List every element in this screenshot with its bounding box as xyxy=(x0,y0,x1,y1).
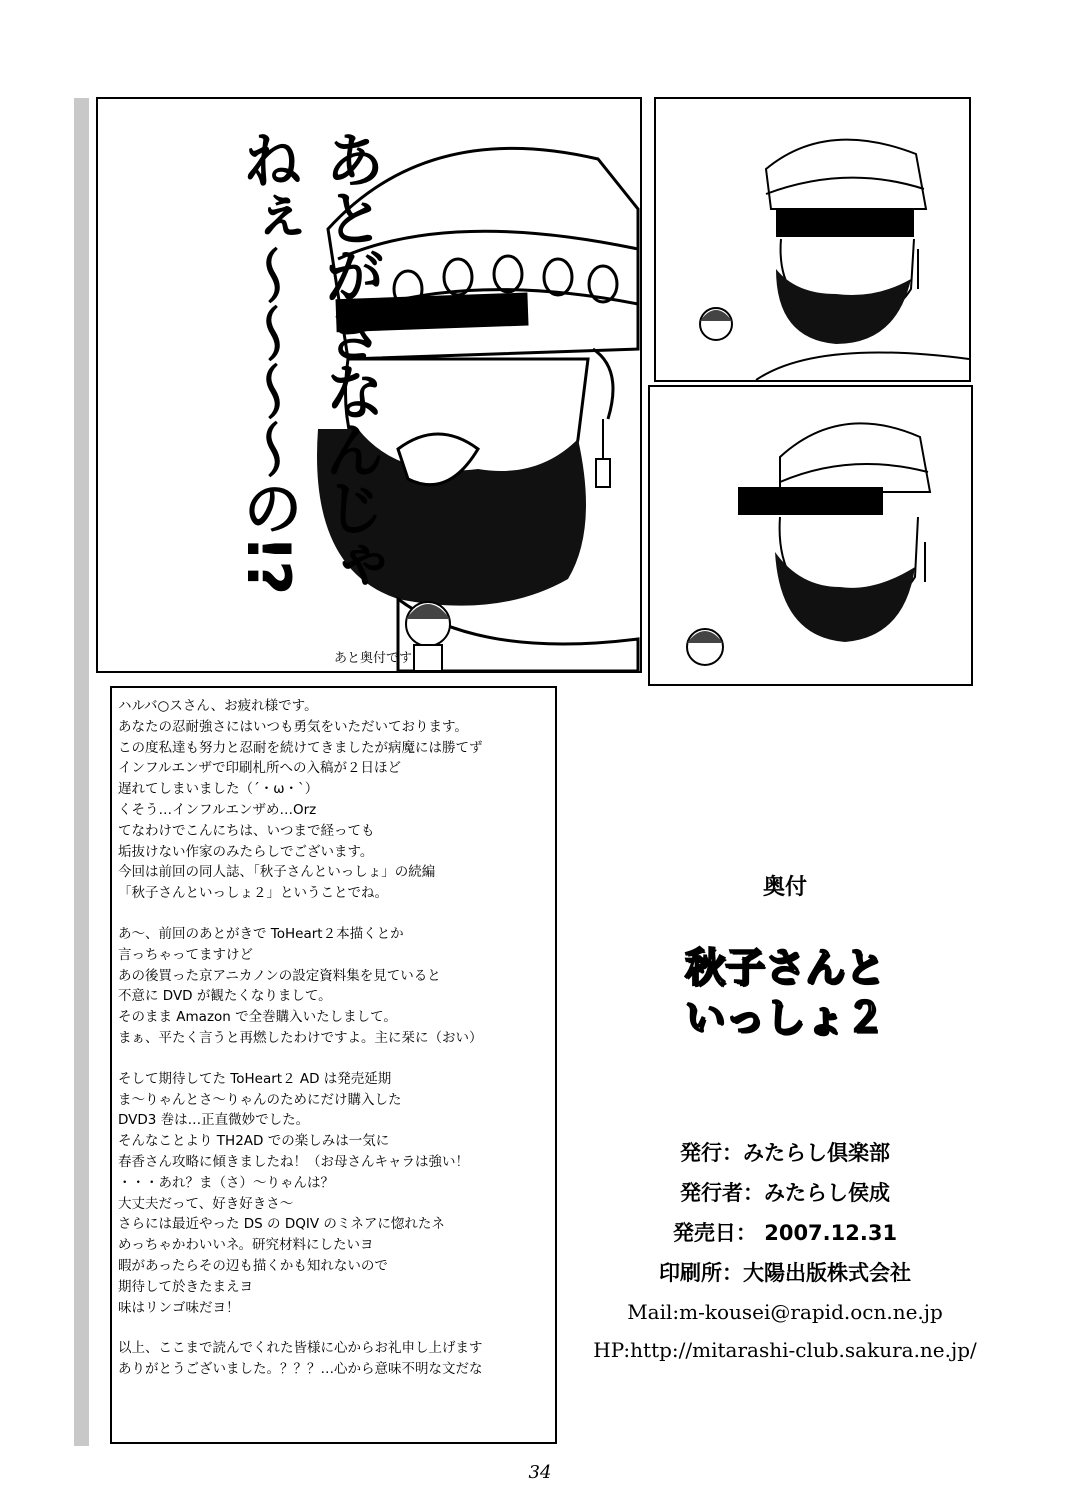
afterword-line: ま〜りゃんとさ〜りゃんのためにだけ購入した xyxy=(118,1091,402,1108)
afterword-line: 味はリンゴ味だヨ！ xyxy=(118,1299,240,1316)
colophon-label: 奥付 xyxy=(762,875,807,900)
afterword-line: そんなことより TH2AD での楽しみは一気に xyxy=(118,1133,390,1150)
book-title xyxy=(570,943,1000,1043)
paragraph-gap xyxy=(118,1318,549,1338)
afterword-line: 言っちゃってますけど xyxy=(118,946,253,963)
book-title-line2: いっしょ２ xyxy=(685,995,885,1041)
top-right-panel xyxy=(654,97,971,382)
afterword-line: 垢抜けない作家のみたらしでございます。 xyxy=(118,843,374,860)
afterword-line: てなわけでこんにちは、いつまで経っても xyxy=(118,822,375,839)
afterword-line: この度私達も努力と忍耐を続けてきましたが病魔には勝てず xyxy=(118,739,483,756)
book-title-line1: 秋子さんと xyxy=(685,945,885,991)
soldier-illustration-small-2 xyxy=(650,387,971,684)
page-gutter xyxy=(74,98,89,1446)
shout-text-line2: ねぇ〜〜〜〜の!? xyxy=(233,129,303,594)
afterword-line: 遅れてしまいました（´・ω・`） xyxy=(118,781,319,798)
afterword-line: あなたの忍耐強さにはいつも勇気をいただいております。 xyxy=(118,718,468,735)
afterword-line: 春香さん攻略に傾きましたね！（お母さんキャラは強い！ xyxy=(118,1153,469,1170)
afterword-line: 不意に DVD が観たくなりまして。 xyxy=(118,988,332,1005)
afterword-line: あ〜、前回のあとがきで ToHeart２本描くとか xyxy=(118,925,404,942)
shout-text-line1: あとがきなんじゃ xyxy=(315,129,385,593)
printer-line: 印刷所：大陽出版株式会社 xyxy=(659,1261,911,1285)
paragraph-gap xyxy=(118,1049,549,1069)
afterword-line: ありがとうございました。？？？…心から意味不明な文だな xyxy=(118,1361,483,1378)
colophon xyxy=(570,870,1000,1369)
afterword-line: 今回は前回の同人誌、「秋子さんといっしょ」の続編 xyxy=(118,864,436,881)
afterword-line: DVD3 巻は…正直微妙でした。 xyxy=(118,1112,310,1129)
afterword-line: めっちゃかわいいネ。研究材料にしたいヨ xyxy=(118,1237,374,1254)
publisher-line: 発行：みたらし倶楽部 xyxy=(680,1141,890,1165)
afterword-line: あの後買った京アニカノンの設定資料集を見ていると xyxy=(118,967,441,984)
afterword-line: そのまま Amazon で全巻購入いたしまして。 xyxy=(118,1009,397,1026)
afterword-line: 大丈夫だって、好き好きさ〜 xyxy=(118,1195,294,1212)
page-number: 34 xyxy=(528,1462,552,1483)
afterword-line: くそう…インフルエンザめ…Orz xyxy=(118,801,317,818)
mail-address: Mail:m-kousei@rapid.ocn.ne.jp xyxy=(627,1300,943,1324)
afterword-line: そして期待してた ToHeart２ AD は発売延期 xyxy=(118,1070,392,1087)
main-panel xyxy=(96,97,642,673)
panel-note: あと奥付です xyxy=(334,651,413,666)
afterword-line: 期待して於きたまえヨ xyxy=(118,1278,253,1295)
afterword-line: インフルエンザで印刷札所への入稿が２日ほど xyxy=(118,760,401,777)
afterword-line: 暇があったらその辺も描くかも知れないので xyxy=(118,1257,388,1274)
soldier-illustration-small xyxy=(656,99,969,380)
afterword-line: ハルバ○スさん、お疲れ様です。 xyxy=(118,698,318,714)
afterword-text-box xyxy=(110,686,557,1444)
issuer-line: 発行者：みたらし侯成 xyxy=(680,1181,890,1205)
homepage-url: HP:http://mitarashi-club.sakura.ne.jp/ xyxy=(593,1338,977,1362)
afterword-line: まぁ、平たく言うと再燃したわけですよ。主に栞に（おい） xyxy=(118,1029,483,1046)
afterword-line: 以上、ここまで読んでくれた皆様に心からお礼申し上げます xyxy=(118,1340,483,1357)
release-date-line: 発売日： 2007.12.31 xyxy=(672,1221,898,1245)
afterword-line: ・・・あれ？ま（さ）〜りゃんは？ xyxy=(118,1174,334,1191)
paragraph-gap xyxy=(118,904,549,924)
middle-right-panel xyxy=(648,385,973,686)
afterword-line: 「秋子さんといっしょ２」ということでね。 xyxy=(118,885,388,902)
afterword-line: さらには最近やった DS の DQIV のミネアに惚れたネ xyxy=(118,1216,445,1233)
